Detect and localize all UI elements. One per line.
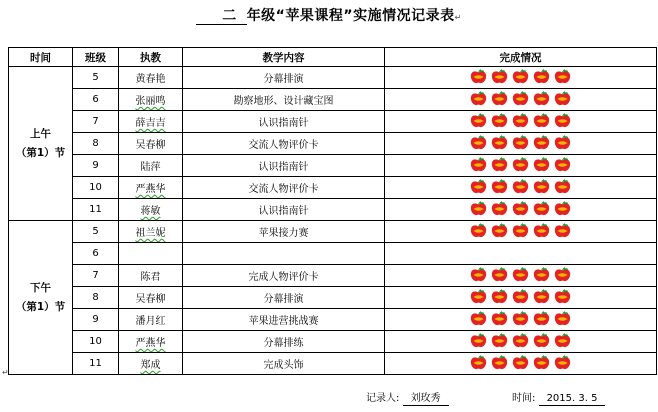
table-header-row xyxy=(9,48,657,67)
teacher-name: 潘月红 xyxy=(135,316,166,327)
header-result: 完成情况 xyxy=(385,48,657,67)
time-cell xyxy=(9,221,73,375)
apple-icon xyxy=(554,267,571,283)
content-cell: 勘察地形、设计藏宝图 xyxy=(183,89,385,111)
apple-icon xyxy=(491,201,508,217)
apple-icon xyxy=(554,179,571,195)
teacher-name: 祖兰妮 xyxy=(135,228,166,239)
page-title: 二 年级“苹果课程”实施情况记录表↵ xyxy=(0,8,658,25)
apple-rating xyxy=(470,354,571,372)
apple-icon xyxy=(554,201,571,217)
table-row xyxy=(9,353,657,375)
apple-icon xyxy=(470,223,487,239)
apple-rating xyxy=(470,310,571,328)
grade-blank: 二 xyxy=(196,8,247,25)
teacher-cell xyxy=(119,67,183,89)
date-block xyxy=(512,389,605,406)
table-row xyxy=(9,199,657,221)
apple-icon xyxy=(470,179,487,195)
class-cell: 10 xyxy=(73,331,119,353)
apple-rating xyxy=(470,90,571,108)
class-cell: 9 xyxy=(73,309,119,331)
apple-icon xyxy=(512,135,529,151)
result-cell xyxy=(385,133,657,155)
apple-icon xyxy=(470,267,487,283)
apple-rating xyxy=(470,178,571,196)
apple-icon xyxy=(554,135,571,151)
result-cell xyxy=(385,89,657,111)
teacher-cell xyxy=(119,155,183,177)
apple-icon xyxy=(470,311,487,327)
class-cell: 9 xyxy=(73,155,119,177)
apple-icon xyxy=(512,69,529,85)
result-cell xyxy=(385,199,657,221)
apple-icon xyxy=(491,113,508,129)
result-cell xyxy=(385,221,657,243)
header-content: 教学内容 xyxy=(183,48,385,67)
apple-rating xyxy=(470,266,571,284)
apple-icon xyxy=(533,69,550,85)
apple-icon xyxy=(470,69,487,85)
content-cell: 苹果进营挑战赛 xyxy=(183,309,385,331)
apple-icon xyxy=(512,223,529,239)
record-table xyxy=(8,47,657,375)
apple-icon xyxy=(554,333,571,349)
teacher-name: 蒋敏 xyxy=(140,206,161,217)
class-cell: 8 xyxy=(73,287,119,309)
teacher-name: 吴春柳 xyxy=(135,140,166,151)
class-cell: 5 xyxy=(73,67,119,89)
apple-icon xyxy=(470,201,487,217)
teacher-cell xyxy=(119,309,183,331)
teacher-name: 张丽鸣 xyxy=(135,96,166,107)
header-teacher: 执教 xyxy=(119,48,183,67)
teacher-name: 严燕华 xyxy=(135,184,166,195)
header-time: 时间 xyxy=(9,48,73,67)
apple-icon xyxy=(491,69,508,85)
apple-icon xyxy=(491,91,508,107)
teacher-cell xyxy=(119,287,183,309)
result-cell xyxy=(385,243,657,265)
apple-icon xyxy=(554,223,571,239)
teacher-cell xyxy=(119,353,183,375)
result-cell xyxy=(385,353,657,375)
result-cell xyxy=(385,331,657,353)
teacher-name: 陆萍 xyxy=(140,162,161,173)
table-row xyxy=(9,221,657,243)
apple-icon xyxy=(491,355,508,371)
recorder-block xyxy=(366,389,449,406)
table-row xyxy=(9,155,657,177)
content-cell: 完成头饰 xyxy=(183,353,385,375)
apple-rating xyxy=(470,112,571,130)
apple-icon xyxy=(470,157,487,173)
lesson-label: （第1）节 xyxy=(15,300,66,313)
apple-icon xyxy=(512,201,529,217)
class-cell: 6 xyxy=(73,243,119,265)
teacher-name: 黄春艳 xyxy=(135,74,166,85)
apple-rating xyxy=(470,222,571,240)
class-cell: 11 xyxy=(73,353,119,375)
table-row xyxy=(9,177,657,199)
apple-icon xyxy=(470,113,487,129)
result-cell xyxy=(385,177,657,199)
table-row xyxy=(9,89,657,111)
apple-icon xyxy=(554,289,571,305)
table-body xyxy=(9,67,657,375)
apple-icon xyxy=(470,355,487,371)
apple-icon xyxy=(512,311,529,327)
period-label: 下午 xyxy=(30,281,51,294)
result-cell xyxy=(385,287,657,309)
apple-icon xyxy=(512,157,529,173)
apple-icon xyxy=(512,267,529,283)
apple-icon xyxy=(533,113,550,129)
teacher-cell xyxy=(119,111,183,133)
table-row xyxy=(9,309,657,331)
table-row xyxy=(9,265,657,287)
apple-icon xyxy=(491,157,508,173)
table-row xyxy=(9,287,657,309)
apple-icon xyxy=(512,91,529,107)
apple-icon xyxy=(491,179,508,195)
apple-icon xyxy=(470,289,487,305)
apple-icon xyxy=(533,267,550,283)
apple-icon xyxy=(512,355,529,371)
class-cell: 5 xyxy=(73,221,119,243)
teacher-cell xyxy=(119,243,183,265)
apple-icon xyxy=(533,311,550,327)
apple-icon xyxy=(554,113,571,129)
time-cell xyxy=(9,67,73,221)
content-cell: 交流人物评价卡 xyxy=(183,177,385,199)
apple-icon xyxy=(512,289,529,305)
teacher-name: 严燕华 xyxy=(135,338,166,349)
result-cell xyxy=(385,155,657,177)
apple-icon xyxy=(554,69,571,85)
date-label: 时间: xyxy=(512,393,536,404)
teacher-name: 薛吉吉 xyxy=(135,118,166,129)
apple-icon xyxy=(470,91,487,107)
content-cell: 苹果接力赛 xyxy=(183,221,385,243)
apple-icon xyxy=(470,333,487,349)
content-cell xyxy=(183,243,385,265)
content-cell: 认识指南针 xyxy=(183,199,385,221)
class-cell: 11 xyxy=(73,199,119,221)
apple-icon xyxy=(533,157,550,173)
content-cell: 分幕排演 xyxy=(183,287,385,309)
content-cell: 交流人物评价卡 xyxy=(183,133,385,155)
teacher-cell xyxy=(119,89,183,111)
class-cell: 8 xyxy=(73,133,119,155)
apple-icon xyxy=(554,311,571,327)
table-row xyxy=(9,331,657,353)
lesson-label: （第1）节 xyxy=(15,146,66,159)
period-label: 上午 xyxy=(30,127,51,140)
teacher-name: 吴春柳 xyxy=(135,294,166,305)
apple-icon xyxy=(533,91,550,107)
teacher-cell xyxy=(119,265,183,287)
apple-icon xyxy=(512,333,529,349)
class-cell: 6 xyxy=(73,89,119,111)
teacher-name: 郑成 xyxy=(140,360,161,371)
apple-icon xyxy=(554,355,571,371)
table-row xyxy=(9,243,657,265)
result-cell xyxy=(385,67,657,89)
apple-rating xyxy=(470,288,571,306)
result-cell xyxy=(385,265,657,287)
date-value: 2015. 3. 5 xyxy=(539,393,606,406)
teacher-cell xyxy=(119,177,183,199)
content-cell: 认识指南针 xyxy=(183,111,385,133)
apple-icon xyxy=(533,289,550,305)
teacher-cell xyxy=(119,331,183,353)
teacher-cell xyxy=(119,199,183,221)
apple-rating xyxy=(470,68,571,86)
apple-icon xyxy=(491,333,508,349)
teacher-cell xyxy=(119,221,183,243)
class-cell: 10 xyxy=(73,177,119,199)
recorder-label: 记录人: xyxy=(366,393,400,404)
header-class: 班级 xyxy=(73,48,119,67)
table-row xyxy=(9,67,657,89)
apple-rating xyxy=(470,134,571,152)
apple-icon xyxy=(491,289,508,305)
apple-icon xyxy=(533,135,550,151)
apple-rating xyxy=(470,156,571,174)
class-cell: 7 xyxy=(73,111,119,133)
apple-icon xyxy=(533,179,550,195)
apple-icon xyxy=(533,333,550,349)
class-cell: 7 xyxy=(73,265,119,287)
content-cell: 分幕排演 xyxy=(183,67,385,89)
apple-icon xyxy=(512,179,529,195)
table-row xyxy=(9,111,657,133)
apple-rating xyxy=(470,332,571,350)
apple-icon xyxy=(491,223,508,239)
recorder-name: 刘玫秀 xyxy=(403,393,449,406)
result-cell xyxy=(385,309,657,331)
apple-icon xyxy=(533,201,550,217)
teacher-cell xyxy=(119,133,183,155)
apple-icon xyxy=(512,113,529,129)
title-text: 年级“苹果课程”实施情况记录表 xyxy=(246,8,455,24)
result-cell xyxy=(385,111,657,133)
apple-icon xyxy=(533,355,550,371)
content-cell: 认识指南针 xyxy=(183,155,385,177)
content-cell: 分幕排练 xyxy=(183,331,385,353)
apple-icon xyxy=(554,91,571,107)
table-row xyxy=(9,133,657,155)
apple-rating xyxy=(470,200,571,218)
apple-icon xyxy=(470,135,487,151)
apple-icon xyxy=(533,223,550,239)
teacher-name: 陈君 xyxy=(140,272,161,283)
content-cell: 完成人物评价卡 xyxy=(183,265,385,287)
apple-icon xyxy=(554,157,571,173)
apple-icon xyxy=(491,267,508,283)
apple-icon xyxy=(491,311,508,327)
apple-icon xyxy=(491,135,508,151)
